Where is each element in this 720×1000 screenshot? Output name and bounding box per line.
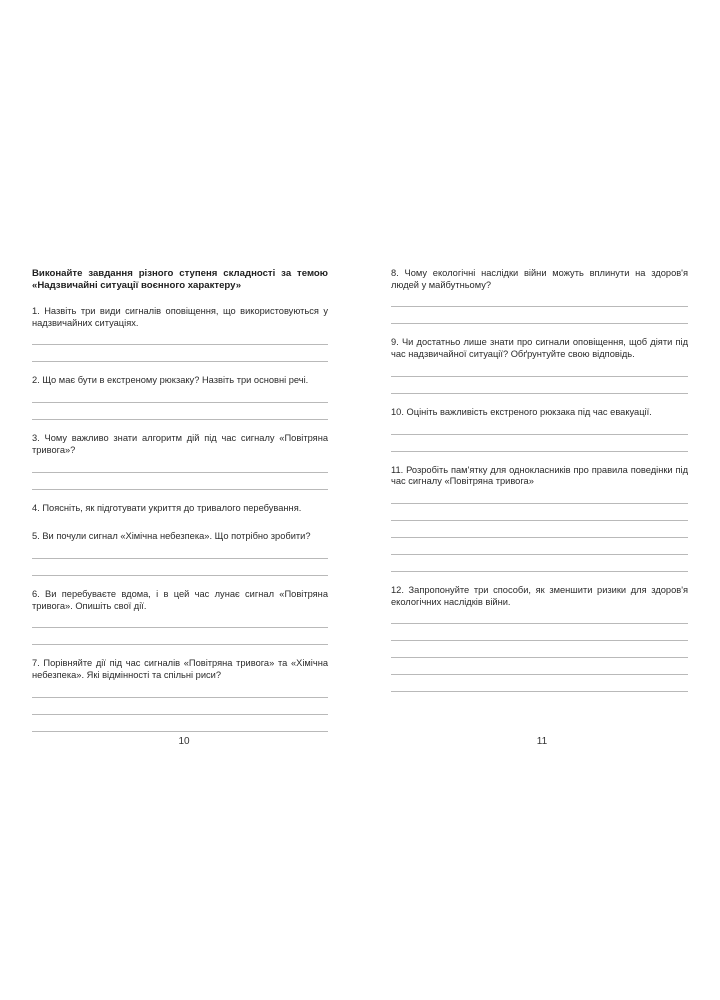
answer-line[interactable] (391, 608, 688, 624)
answer-line[interactable] (32, 387, 328, 403)
answer-line[interactable] (391, 658, 688, 675)
task-7 (32, 658, 328, 731)
task-5 (32, 531, 328, 576)
answer-line[interactable] (391, 504, 688, 521)
task-8 (391, 268, 688, 324)
answer-line[interactable] (391, 555, 688, 572)
answer-line[interactable] (32, 698, 328, 715)
answer-line[interactable] (391, 307, 688, 324)
question-7: 7. Порівняйте дії під час сигналів «Повітряна тривога» та «Хімічна небезпека». Які відмінності та спільні риси? (32, 658, 328, 681)
answer-line[interactable] (391, 419, 688, 435)
question-3: 3. Чому важливо знати алгоритм дій під час сигналу «Повітряна тривога»? (32, 433, 328, 455)
question-2: 2. Що має бути в екстреному рюкзаку? Назвіть три основні речі. (32, 375, 309, 386)
answer-line[interactable] (391, 488, 688, 504)
question-4: 4. Поясніть, як підготувати укриття до тривалого перебування. (32, 502, 302, 513)
answer-line[interactable] (32, 403, 328, 420)
answer-line[interactable] (32, 559, 328, 576)
question-10: 10. Оцініть важливість екстреного рюкзака під час евакуації. (391, 406, 652, 417)
answer-line[interactable] (391, 675, 688, 692)
page-number-right: 11 (536, 736, 548, 747)
task-6 (32, 589, 328, 645)
question-5: 5. Ви почули сигнал «Хімічна небезпека». Що потрібно зробити? (32, 531, 311, 542)
left-page (32, 268, 328, 732)
question-8: 8. Чому екологічні наслідки війни можуть вплинути на здоров'я людей у майбутньому? (391, 268, 688, 290)
answer-line[interactable] (32, 345, 328, 362)
task-10 (391, 407, 688, 452)
answer-line[interactable] (391, 377, 688, 394)
question-1: 1. Назвіть три види сигналів оповіщення, що використовуються у надзвичайних ситуаціях. (32, 306, 328, 328)
task-4 (32, 503, 328, 515)
task-2 (32, 375, 328, 420)
right-page (391, 268, 688, 692)
worksheet-heading: Виконайте завдання різного ступеня складності за темою «Надзвичайні ситуації воєнного характеру» (32, 268, 328, 291)
answer-line[interactable] (32, 682, 328, 698)
answer-line[interactable] (391, 435, 688, 452)
answer-line[interactable] (32, 715, 328, 732)
task-12 (391, 585, 688, 692)
answer-line[interactable] (391, 641, 688, 658)
task-9 (391, 337, 688, 393)
answer-line[interactable] (32, 473, 328, 490)
answer-line[interactable] (391, 521, 688, 538)
question-6: 6. Ви перебуваєте вдома, і в цей час лунає сигнал «Повітряна тривога». Опишіть свої дії. (32, 588, 328, 611)
answer-line[interactable] (391, 291, 688, 307)
answer-line[interactable] (391, 624, 688, 641)
question-12: 12. Запропонуйте три способи, як зменшити ризики для здоров'я екологічних наслідків війни. (391, 584, 688, 607)
question-9: 9. Чи достатньо лише знати про сигнали оповіщення, щоб діяти під час надзвичайної ситуації? Обґрунтуйте свою відповідь. (391, 337, 688, 360)
page-number-left: 10 (178, 736, 190, 747)
answer-line[interactable] (32, 628, 328, 645)
answer-line[interactable] (32, 543, 328, 559)
task-3 (32, 433, 328, 489)
answer-line[interactable] (32, 329, 328, 345)
answer-line[interactable] (32, 612, 328, 628)
task-1 (32, 306, 328, 362)
task-11 (391, 465, 688, 572)
answer-line[interactable] (391, 538, 688, 555)
question-11: 11. Розробіть пам'ятку для однокласників про правила поведінки під час сигналу «Повітряна тривога» (391, 464, 688, 487)
answer-line[interactable] (391, 361, 688, 377)
answer-line[interactable] (32, 457, 328, 473)
